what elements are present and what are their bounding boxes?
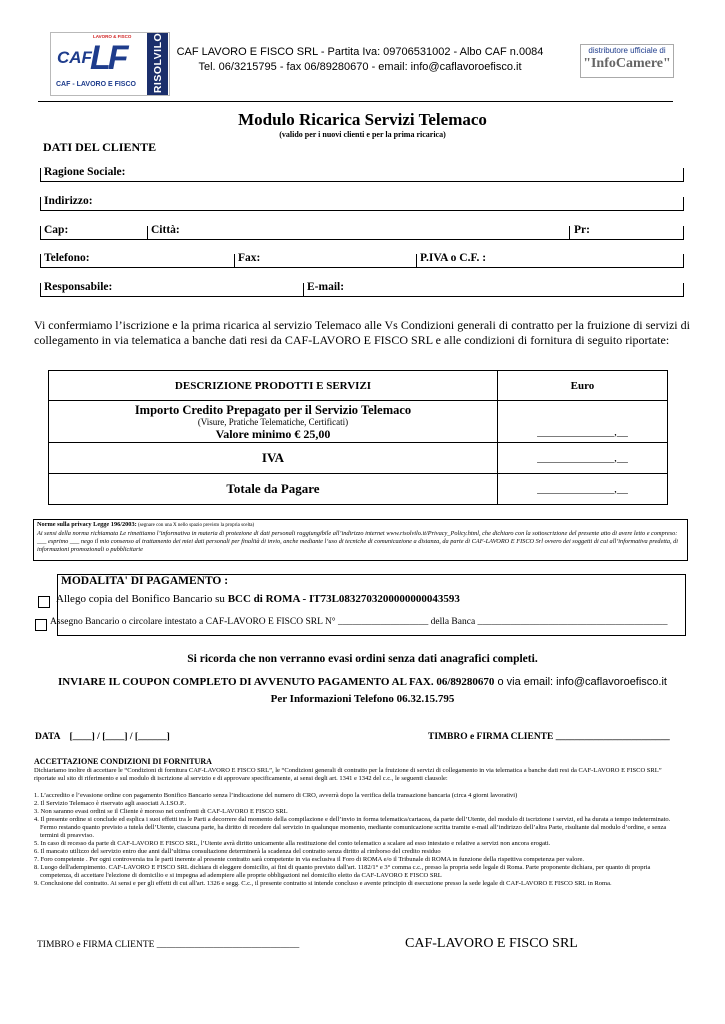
bonifico-label: Allego copia del Bonifico Bancario su (56, 593, 228, 605)
table-header-description: DESCRIZIONE PRODOTTI E SERVIZI (49, 371, 498, 401)
amount-credit[interactable]: ______________,__ (498, 401, 668, 443)
payment-title: MODALITA' DI PAGAMENTO : (61, 575, 229, 587)
footer-stamp-signature[interactable]: TIMBRO e FIRMA CLIENTE ______________________________ (37, 940, 300, 950)
header-divider (38, 101, 673, 102)
privacy-box (33, 519, 688, 561)
privacy-title-note: (segnare con una X nello spazio previsto la propria scelta) (136, 523, 255, 528)
intro-paragraph: Vi confermiamo l’iscrizione e la prima ricarica al servizio Telemaco alle Vs Condizioni generali di contratto per la fruizione di servizi di collegamento in via telematica a banche dati resi da CAF-LAVORO E FISCO SRL e alle condizioni di fornitura di seguito riportate: (34, 318, 690, 347)
table-row-credit (49, 401, 498, 443)
privacy-text-1: Ai sensi della norma richiamata Le rimettiamo l’informativa in materia di protezione di dati personali raggiungibile all’indirizzo internet www.risolvilo.it/Privacy_Policy.html, che dichiaro con la sottoscrizione del presente atto di avere letto e compreso: (37, 530, 678, 537)
clause-item: 1. L’accredito e l’evasione ordine con pagamento Bonifico Bancario senza l’indicazione del numero di CRO, avverrà dopo la verifica della transazione bancaria (circa 4 giorni lavorativi) (34, 792, 518, 799)
amount-total[interactable]: ______________,__ (498, 474, 668, 505)
credit-minimum: Valore minimo € 25,00 (215, 426, 331, 441)
send-email: o via email: info@caflavoroefisco.it (494, 676, 667, 688)
field-divider (569, 226, 570, 240)
field-label-piva: P.IVA o C.F. : (420, 252, 487, 264)
page-subtitle: (valido per i nuovi clienti e per la prima ricarica) (279, 130, 446, 139)
amount-iva[interactable]: ______________,__ (498, 443, 668, 474)
infocamere-badge (580, 44, 674, 78)
clause-item: 2. Il Servizio Telemaco è riservato agli associati A.I.SO.P.. (34, 800, 187, 807)
field-label-citta: Città: (151, 224, 180, 236)
field-label-cap: Cap: (44, 224, 69, 236)
clause-item: 4. Il presente ordine si conclude ed esplica i suoi effetti tra le Parti a decorrere dal momento della compilazione e dell’invio in forma telematica/cartacea, da parte dell’Utente, del modulo di iscrizione i servizi, ed ha durata a tempo indeterminato. Fermo restando quanto previsto a tutela dell’Utente, ciascuna parte, ha diritto di recedere dal servizio in qualunque momento, mediante comunicazione scritta tramite e-mail all’indirizzo dell’altra Parte, risultante dal modulo d’ordine, e senza termini di preavviso. (34, 816, 671, 839)
logo-vertical-band (147, 33, 168, 95)
company-line-1: CAF LAVORO E FISCO SRL - Partita Iva: 09706531002 - Albo CAF n.0084 (176, 46, 544, 58)
phone-info: Per Informazioni Telefono 06.32.15.795 (270, 693, 455, 705)
clause-item: 6. Il mancato utilizzo del servizio entro due anni dall’ultima consultazione determinerà la scadenza del contratto senza diritto al rimborso del credito residuo (34, 848, 441, 855)
field-divider (234, 254, 235, 268)
logo-vertical-text: RISOLVILO (152, 32, 164, 94)
field-label-fax: Fax: (238, 252, 261, 264)
field-label-pr: Pr: (574, 224, 590, 236)
footer-company-name: CAF-LAVORO E FISCO SRL (405, 936, 578, 951)
payment-checkbox-assegno[interactable] (35, 619, 47, 631)
products-table (48, 370, 668, 505)
acceptance-title: ACCETTAZIONE CONDIZIONI DI FORNITURA (34, 757, 212, 766)
table-row-total: Totale da Pagare (49, 474, 498, 505)
field-divider (303, 283, 304, 297)
field-indirizzo[interactable] (40, 197, 684, 211)
logo-small-text: LAVORO & FISCO (93, 34, 132, 39)
send-instructions (0, 676, 725, 688)
field-cap-citta-pr[interactable] (40, 226, 684, 240)
date-field[interactable]: DATA [____] / [____] / [______] (35, 732, 170, 742)
clause-item: 8. Luogo dell'adempimento. CAF-LAVORO E FISCO SRL dichiara di eleggere domicilio, ai fini di quanto previsto dall'art. 1182/1° e 3° comma c.c., presso la propria sede legale di Roma. Parte proponente dichiara, per quanto di propria competenza, di accettare l'elezione di domicilio e si impegna ad adempiere alle proprie obbligazioni nel domicilio eletto da CAF-LAVORO E FISCO SRL (34, 864, 651, 879)
client-section-title: DATI DEL CLIENTE (43, 140, 157, 154)
payment-checkbox-bonifico[interactable] (38, 596, 50, 608)
privacy-consent[interactable]: ___ esprimo ___ nego il mio consenso al trattamento dei miei dati personali per finalità di invio, anche mediante l’uso di tecniche di comunicazione a distanza, da parte di CAF-LAVORO E FISCO Srl ovvero dei soggetti di cui all’informativa predetta, di informazioni promozionali o pubblicitarie (37, 538, 679, 553)
field-label-telefono: Telefono: (44, 252, 90, 264)
clause-item: 5. In caso di recesso da parte di CAF-LAVORO E FISCO SRL, l’Utente avrà diritto unicamente alla restituzione del conto telematico a scalare ad esso intestato e relative a servizi non ancora erogati. (34, 840, 551, 847)
field-divider (147, 226, 148, 240)
payment-option-assegno: Assegno Bancario o circolare intestato a CAF-LAVORO E FISCO SRL N° ___________________ della Banca ________________________________________ (50, 617, 668, 627)
stamp-signature-field[interactable]: TIMBRO e FIRMA CLIENTE ________________________ (428, 732, 670, 742)
payment-option-bonifico (56, 593, 460, 605)
send-fax: INVIARE IL COUPON COMPLETO DI AVVENUTO PAGAMENTO AL FAX. 06/89280670 (58, 676, 495, 688)
field-label-responsabile: Responsabile: (44, 281, 113, 293)
acceptance-list (34, 792, 679, 888)
field-label-ragione: Ragione Sociale: (44, 166, 126, 178)
bonifico-iban: BCC di ROMA - IT73L0832703200000000043593 (227, 593, 460, 605)
company-line-2: Tel. 06/3215795 - fax 06/89280670 - email: info@caflavoroefisco.it (198, 61, 522, 73)
clause-item: 7. Foro competente . Per ogni controversia tra le parti inerente al presente contratto sarà competente in via esclusiva il Foro di ROMA e/o il Tribunale di ROMA in funzione della rispettiva competenza per valore. (34, 856, 584, 863)
incomplete-data-notice: Si ricorda che non verranno evasi ordini senza dati anagrafici completi. (187, 653, 538, 665)
field-ragione-sociale[interactable] (40, 168, 684, 182)
clause-item: 3. Non saranno evasi ordini se il Cliente è moroso nei confronti di CAF-LAVORO E FISCO SRL (34, 808, 288, 815)
field-telefono-fax-piva[interactable] (40, 254, 684, 268)
credit-title: Importo Credito Prepagato per il Servizio Telemaco (134, 402, 412, 417)
infocamere-brand: "InfoCamere" (583, 56, 671, 71)
clause-item: 9. Conclusione del contratto. Ai sensi e per gli effetti di cui all'art. 1326 e segg. C.c., il presente contratto si intende concluso e avente principio di esecuzione presso la sede legale di CAF-LAVORO E FISCO SRL in Roma. (34, 880, 612, 887)
field-responsabile-email[interactable] (40, 283, 684, 297)
field-label-indirizzo: Indirizzo: (44, 195, 93, 207)
infocamere-top-text: distributore ufficiale di (588, 46, 666, 55)
privacy-title: Norme sulla privacy Legge 196/2003: (37, 521, 137, 528)
table-header-euro: Euro (498, 371, 668, 401)
logo-subtitle: CAF - LAVORO E FISCO (56, 81, 136, 88)
field-label-email: E-mail: (307, 281, 345, 293)
logo-caf-text: CAF (57, 48, 92, 67)
credit-subtitle: (Visure, Pratiche Telematiche, Certificati) (197, 416, 349, 427)
logo-lf-text: LF (90, 39, 126, 77)
acceptance-intro: Dichiariamo inoltre di accettare le “Condizioni di fornitura CAF-LAVORO E FISCO SRL”, le “Condizioni generali di contratto per la fruizione di servizi di collegamento in via telematica a banche dati resi da CAF-LAVORO E FISCO SRL” riportate sul sito di riferimento e sul modulo di iscrizione al servizio e di approvare specificamente, ai sensi degli art. 1341 e 1342 del c.c., le seguenti clausole: (34, 767, 662, 782)
caf-logo (50, 32, 170, 96)
page-title: Modulo Ricarica Servizi Telemaco (238, 110, 487, 129)
field-divider (416, 254, 417, 268)
privacy-title-line (37, 521, 684, 530)
table-row-iva: IVA (49, 443, 498, 474)
